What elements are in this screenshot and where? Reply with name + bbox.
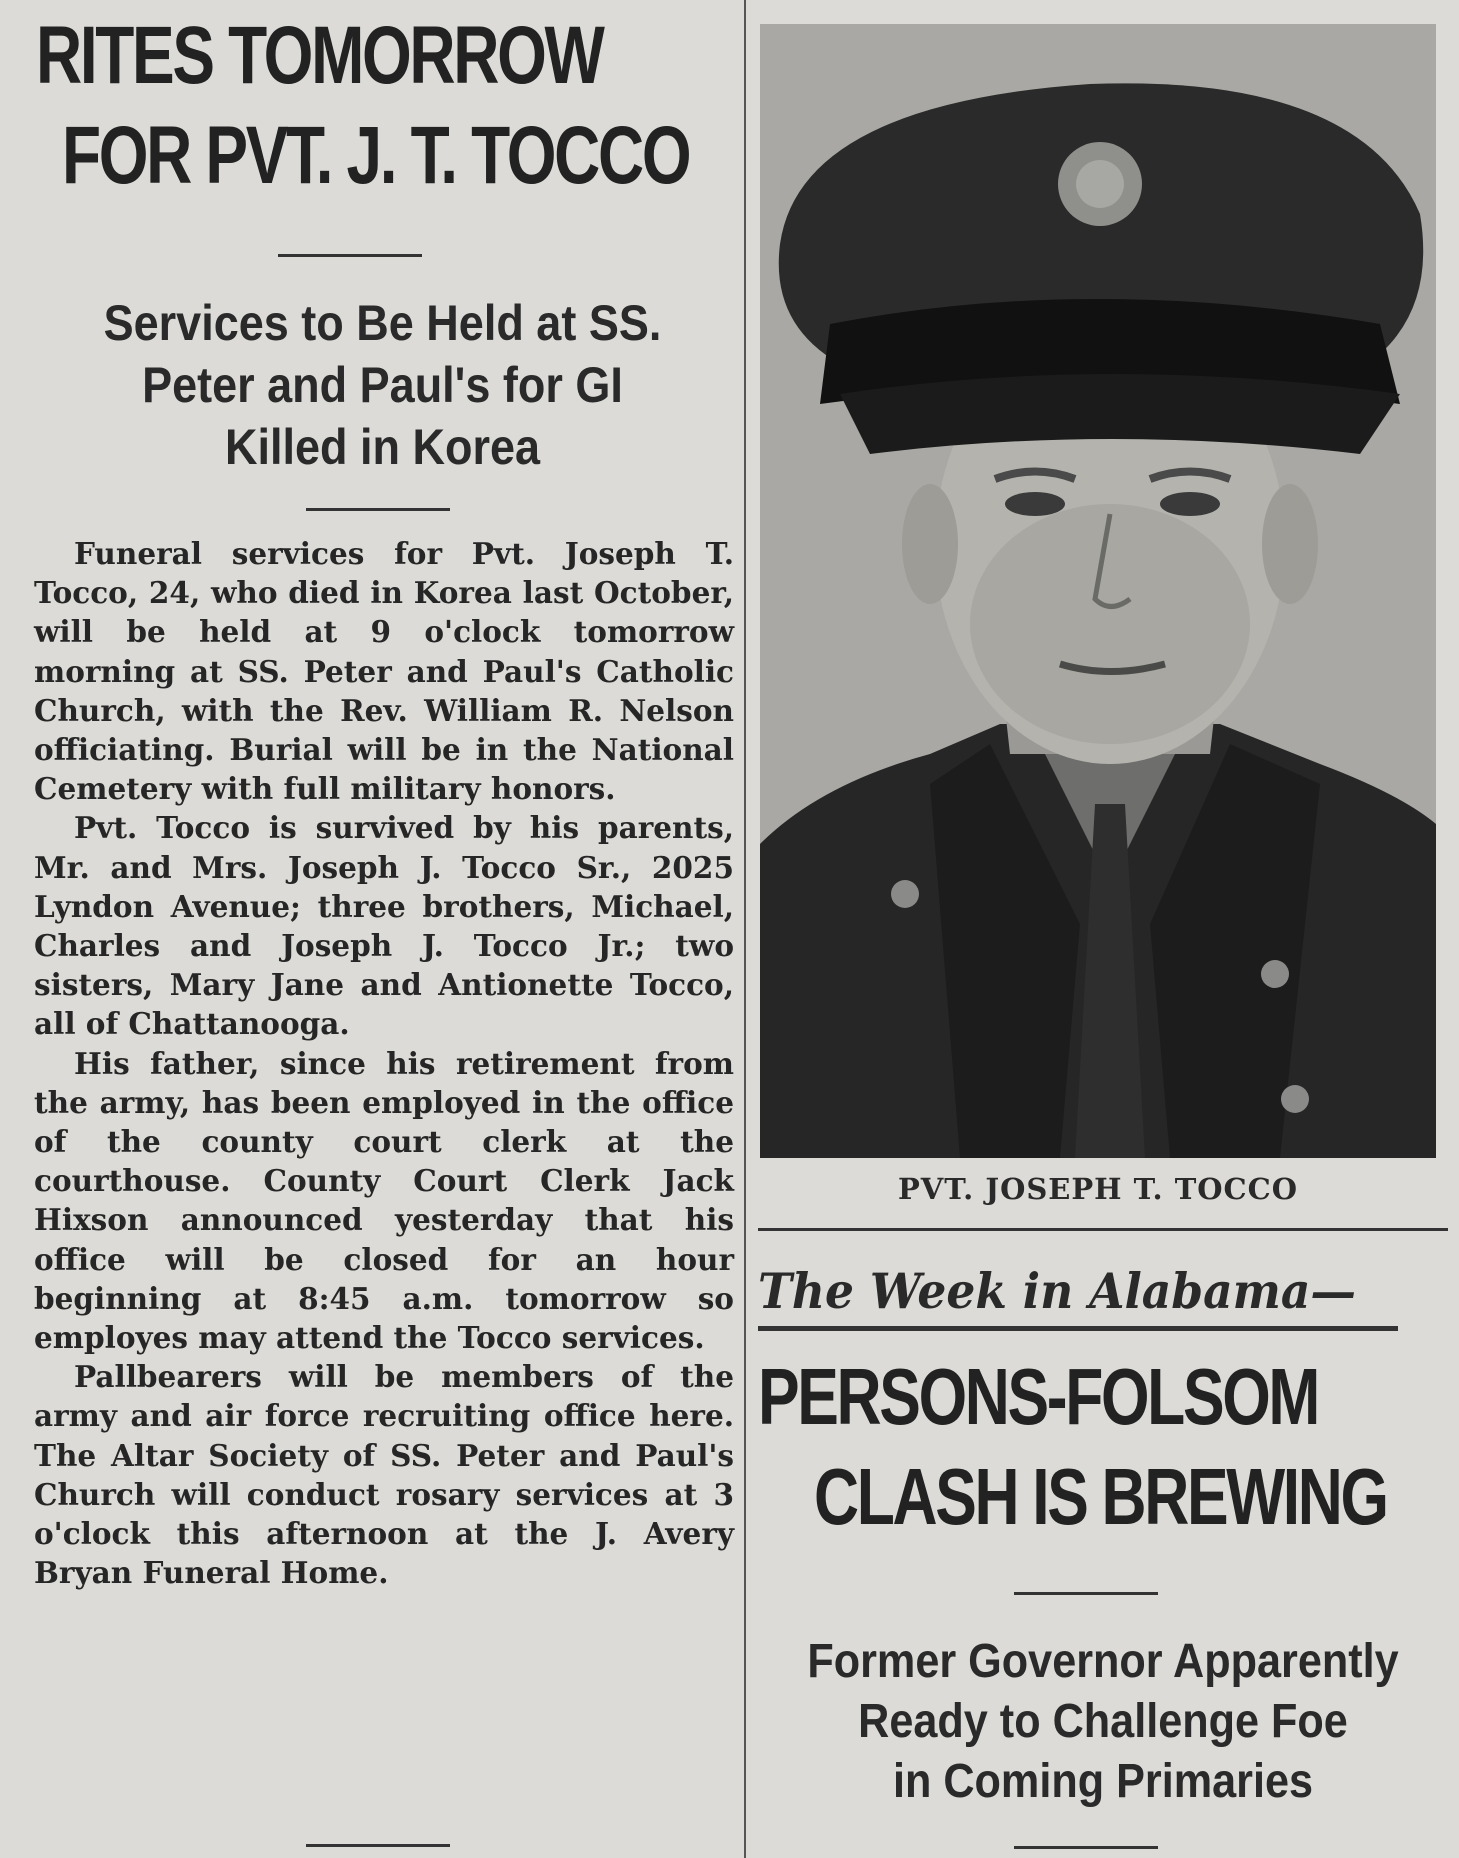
article-body	[34, 534, 734, 1592]
right-column	[758, 0, 1448, 1858]
paragraph-2: Pvt. Tocco is survived by his parents, Mr. and Mrs. Joseph J. Tocco Sr., 2025 Lyndon Avenue; three brothers, Michael, Charles and Joseph J. Tocco Jr.; two sisters, Mary Jane and Antionette Tocco, all of Chattanooga.	[34, 810, 734, 1042]
deck-rule	[306, 508, 450, 511]
deck-line-1: Services to Be Held at SS.	[103, 295, 662, 351]
column-divider	[744, 0, 746, 1858]
deck-line-3: Killed in Korea	[224, 419, 541, 475]
tocco-article	[30, 0, 735, 1858]
deck-right-line-2: Ready to Challenge Foe	[858, 1695, 1348, 1748]
photo-caption: PVT. JOSEPH T. TOCCO	[898, 1172, 1298, 1206]
column-kicker: The Week in Alabama—	[758, 1262, 1357, 1320]
article-deck	[30, 292, 735, 478]
headline-right-line-1: PERSONS-FOLSOM	[758, 1352, 1319, 1441]
paragraph-1: Funeral services for Pvt. Joseph T. Tocco, 24, who died in Korea last October, will be held at 9 o'clock tomorrow morning at SS. Peter and Paul's Catholic Church, with the Rev. William R. Nelson officiating. Burial will be in the National Cemetery with full military honors.	[34, 536, 734, 807]
article-right-deck	[758, 1632, 1448, 1812]
deck-right-line-3: in Coming Primaries	[892, 1755, 1314, 1808]
end-rule	[306, 1844, 450, 1847]
kicker-rule	[758, 1326, 1398, 1331]
paragraph-3: His father, since his retirement from the army, has been employed in the office of the county court clerk at the courthouse. County Court Clerk Jack Hixson announced yesterday that his office will be closed for an hour beginning at 8:45 a.m. tomorrow so employes may attend the Tocco services.	[34, 1045, 734, 1356]
headline-line-1: RITES TOMORROW	[36, 10, 603, 101]
deck-line-2: Peter and Paul's for GI	[142, 357, 623, 413]
portrait-illustration	[760, 24, 1436, 1158]
headline-right-rule	[1014, 1592, 1158, 1595]
headline-line-2: FOR PVT. J. T. TOCCO	[62, 110, 690, 201]
soldier-portrait-photo	[760, 24, 1436, 1158]
headline-rule	[278, 254, 422, 257]
section-rule	[758, 1228, 1448, 1231]
paragraph-4: Pallbearers will be members of the army and air force recruiting office here. The Altar Society of SS. Peter and Paul's Church will conduct rosary services at 3 o'clock this afternoon at the J. Avery Bryan Funeral Home.	[34, 1359, 734, 1591]
deck-right-line-1: Former Governor Apparently	[807, 1635, 1399, 1688]
headline-right-line-2: CLASH IS BREWING	[814, 1452, 1387, 1541]
end-rule-right	[1014, 1846, 1158, 1849]
